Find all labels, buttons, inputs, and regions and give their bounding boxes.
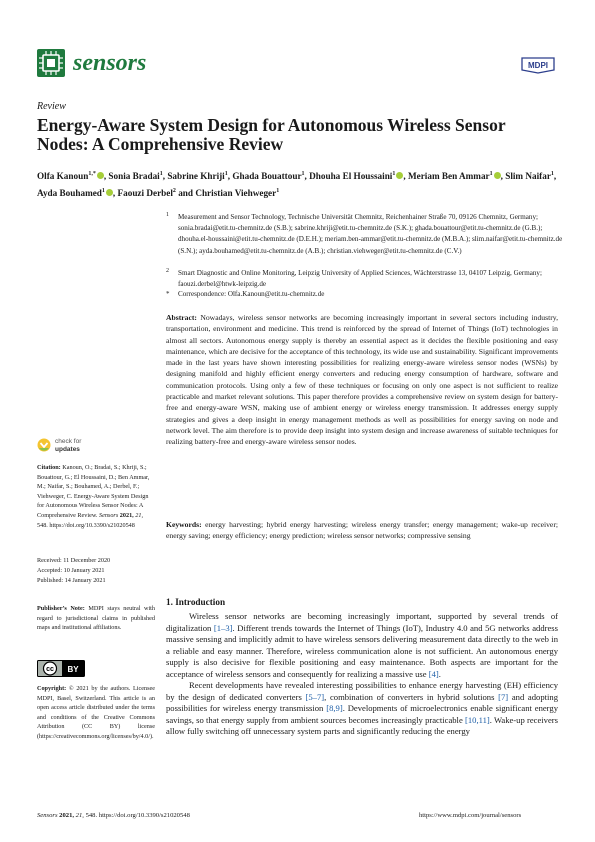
author-affiliation-marker: 1 — [392, 171, 396, 177]
check-updates-icon — [37, 437, 51, 453]
abstract — [166, 312, 558, 448]
text-run: , combination of converters in hybrid solutions — [324, 691, 499, 702]
orcid-icon[interactable] — [494, 172, 501, 179]
author-name: Sabrine Khriji — [167, 171, 225, 182]
keywords-text: energy harvesting; hybrid energy harvesting; wireless energy transfer; energy management; wake-up receiver; energy saving; energy efficiency; energy prediction; wireless sensor networks; compressive sensing — [166, 520, 558, 541]
author-name: Dhouha El Houssaini — [309, 171, 393, 182]
citation-label: Citation: — [37, 464, 61, 471]
affiliation-1: Measurement and Sensor Technology, Technische Universität Chemnitz, Reichenhainer Straße 70, 09126 Chemnitz, Germany; sonia.bradai@etit.tu-chemnitz.de (S.B.); sabrine.khriji@etit.tu-chemnitz.de (S.K.); ghada.bouattour@etit.tu-chemnitz.de (G.B.); dhouha.el-houssaini@etit.tu-chemnitz.de (D.E.H.); meriam.ben-ammar@etit.tu-chemnitz.de (M.B.A.); slim.naifar@etit.tu-chemnitz.de (S.N.); ayda.bouhamed@etit.tu-chemnitz.de (A.B.); christian.viehweger@etit.tu-chemnitz.de (C.V.) — [178, 213, 563, 255]
journal-name[interactable]: sensors — [73, 50, 147, 76]
text-run: . Wake-up receivers allow fully switching off unnecessary system parts and significantly reducing the energy — [166, 714, 558, 737]
citation-block — [37, 463, 155, 530]
reference-link[interactable]: [5–7] — [305, 691, 325, 702]
author-affiliation-marker: 1 — [224, 171, 228, 177]
article-type: Review — [37, 101, 66, 112]
correspondence[interactable]: Correspondence: Olfa.Kanoun@etit.tu-chemnitz.de — [178, 290, 325, 298]
orcid-icon[interactable] — [106, 189, 113, 196]
keywords-label: Keywords: — [166, 520, 202, 529]
reference-link[interactable]: [7] — [498, 691, 509, 702]
author-list: Olfa Kanoun$^{1,*}$ , Sonia Bradai$^1$, Sabrine Khriji$^1$, Ghada Bouattour$^1$, Dhouha El Houssaini$^1$ , Meriam Ben Ammar$^1$ , Slim Naifar$^1$, Ayda Bouhamed$^1$ , Faouzi Derbel$^2$ and Christian Viehweger$^1$ — [37, 171, 557, 199]
author-name: Meriam Ben Ammar — [407, 171, 490, 182]
citation-year: 2021, — [119, 511, 134, 519]
footer-year: 2021, — [59, 812, 75, 819]
author-name: Ghada Bouattour — [232, 171, 302, 182]
affiliation-number: 2 — [166, 268, 169, 274]
keywords — [166, 519, 558, 542]
footer-journal-url[interactable]: https://www.mdpi.com/journal/sensors — [419, 812, 522, 819]
text-run: Recent developments have revealed interesting possibilities to enhance energy harvesting (EH) efficiency by the design of dedicated converters — [166, 680, 558, 702]
received-date: Received: 11 December 2020 — [37, 557, 111, 564]
author-affiliation-marker: 1 — [550, 171, 554, 177]
reference-link[interactable]: [4] — [428, 668, 439, 679]
footer-journal: Sensors — [37, 812, 58, 819]
author-affiliation-marker: 1 — [301, 171, 305, 177]
author-name: Sonia Bradai — [108, 171, 160, 182]
intro-paragraph-2 — [166, 680, 558, 738]
affiliation-2: Smart Diagnostic and Online Monitoring, Leipzig University of Applied Sciences, Wächterstrasse 13, 04107 Leipzig, Germany; faouzi.derbel@htwk-leipzig.de — [178, 269, 542, 289]
cc-badge-right: BY — [67, 665, 79, 674]
reference-link[interactable]: [10,11] — [464, 714, 490, 725]
author-name: Christian Viehweger — [195, 188, 277, 199]
author-name: Ayda Bouhamed — [37, 188, 102, 199]
accepted-date: Accepted: 10 January 2021 — [37, 566, 105, 574]
author-affiliation-marker: 1,* — [88, 171, 96, 177]
affiliation-number: 1 — [166, 212, 169, 218]
cc-badge-left: cc — [46, 666, 54, 673]
check-for-updates-button[interactable] — [37, 437, 117, 455]
publisher-note-label: Publisher’s Note: — [37, 605, 85, 612]
article-title: Energy-Aware System Design for Autonomous Wireless Sensor Nodes: A Comprehensive Review — [37, 115, 506, 154]
orcid-icon[interactable] — [396, 172, 403, 179]
intro-paragraph-1 — [166, 611, 558, 680]
citation-journal: Sensors — [98, 511, 119, 519]
publisher-note — [37, 604, 155, 633]
abstract-label: Abstract: — [166, 313, 197, 322]
author-affiliation-marker: 1 — [159, 171, 163, 177]
check-updates-line1: check for — [55, 438, 82, 445]
introduction-body — [166, 611, 558, 738]
footer-volume: 21, — [75, 812, 84, 819]
correspondence-mark: * — [166, 290, 170, 298]
text-run: and adopting possibilities for wireless energy transmission — [166, 691, 559, 714]
publisher-note-text: MDPI stays neutral with regard to jurisdictional claims in published maps and institutional affiliations. — [37, 605, 155, 632]
reference-link[interactable]: [1–3] — [213, 622, 233, 633]
author-affiliation-marker: 1 — [276, 188, 280, 195]
citation-doi[interactable]: 548. https://doi.org/10.3390/s21020548 — [37, 521, 135, 529]
text-run: . Developments of microelectronics enable significant energy savings, so that energy supply from ambient sources becomes increasingly practicable — [166, 703, 558, 725]
author-affiliation-marker: 1 — [101, 188, 105, 195]
footer-doi[interactable]: 548. https://doi.org/10.3390/s21020548 — [85, 812, 190, 819]
author-affiliation-marker: 1 — [489, 171, 493, 177]
published-date: Published: 14 January 2021 — [37, 576, 106, 584]
author-name: Slim Naifar — [505, 171, 551, 182]
text-run: Wireless sensor networks are becoming increasingly important, supported by several trends of digitalization — [166, 611, 558, 633]
text-run: . — [438, 668, 441, 679]
section-heading: 1. Introduction — [166, 597, 226, 607]
mdpi-logo-text: MDPI — [528, 61, 548, 70]
reference-link[interactable]: [8,9] — [326, 703, 343, 714]
footer-citation — [37, 812, 190, 819]
abstract-text: Nowadays, wireless sensor networks are becoming increasingly important in several sectors including industry, transportation, environment and medicine. This trend is reinforced by the spread of Internet of Things (IoT) technologies in almost all sectors. Autonomous energy supply is thereby an essential aspect as it decides the flexible positioning and easy maintenance, which are decisive for the acceptance of this technology, its wide use and sustainability. Significant improvements made in the last years have shown interesting possibilities for realizing energy-aware wireless sensor nodes (WSNs) by designing manifold and highly efficient energy converters and reducing energy consumption of hardware, software and communication protocols. Using only a few of these techniques or focusing on only one aspect is not sufficient to realize practicable and market relevant solutions. This paper therefore provides a comprehensive review on system design for battery-free and energy-aware WSN, making use of ambient energy or wireless energy transmission. It addresses energy supply strategies and gives a deep insight in energy management methods as well as possibilities for energy saving on node and network level. The aim therefore is to provide deep insight into system design and increase awareness of suitable techniques for realizing battery-free and energy-aware wireless sensor nodes. — [166, 313, 558, 447]
author-affiliation-marker: 2 — [172, 188, 176, 195]
author-name: Olfa Kanoun — [37, 171, 89, 182]
cc-by-license-badge[interactable] — [37, 660, 85, 677]
author-name: Faouzi Derbel — [117, 188, 173, 199]
mdpi-logo[interactable] — [520, 57, 556, 74]
copyright-label: Copyright: — [37, 685, 67, 692]
orcid-icon[interactable] — [97, 172, 104, 179]
dates-block — [37, 556, 155, 586]
text-run: . Different trends towards the Internet of Things (IoT), Industry 4.0 and 5G networks address massive sensing and implicitly admit to have wireless sensors delivering measurement data directly to the web in a reliable and easy manner. Therefore, wireless communication alone is not sufficient. An autonomous energy supply is also decisive for flexible positioning and easy maintenance. Both aspects are important for the acceptance of wireless sensors and consequently for realizing a massive use — [166, 622, 558, 679]
copyright-text: © 2021 by the authors. Licensee MDPI, Basel, Switzerland. This article is an open access article distributed under the terms and conditions of the Creative Commons Attribution (CC BY) license (https://creativecommons.org/licenses/by/4.0/). — [37, 685, 155, 740]
citation-volume: 21, — [135, 511, 143, 519]
citation-text: Kanoun, O.; Bradai, S.; Khriji, S.; Bouattour, G.; El Houssaini, D.; Ben Ammar, M.; Naifar, S.; Bouhamed, A.; Derbel, F.; Viehweger, C. Energy-Aware System Design for Autonomous Wireless Sensor Nodes: A Comprehensive Review. — [37, 464, 150, 519]
copyright-block — [37, 684, 155, 742]
check-updates-line2: updates — [55, 446, 80, 453]
journal-logo-icon — [37, 49, 65, 77]
